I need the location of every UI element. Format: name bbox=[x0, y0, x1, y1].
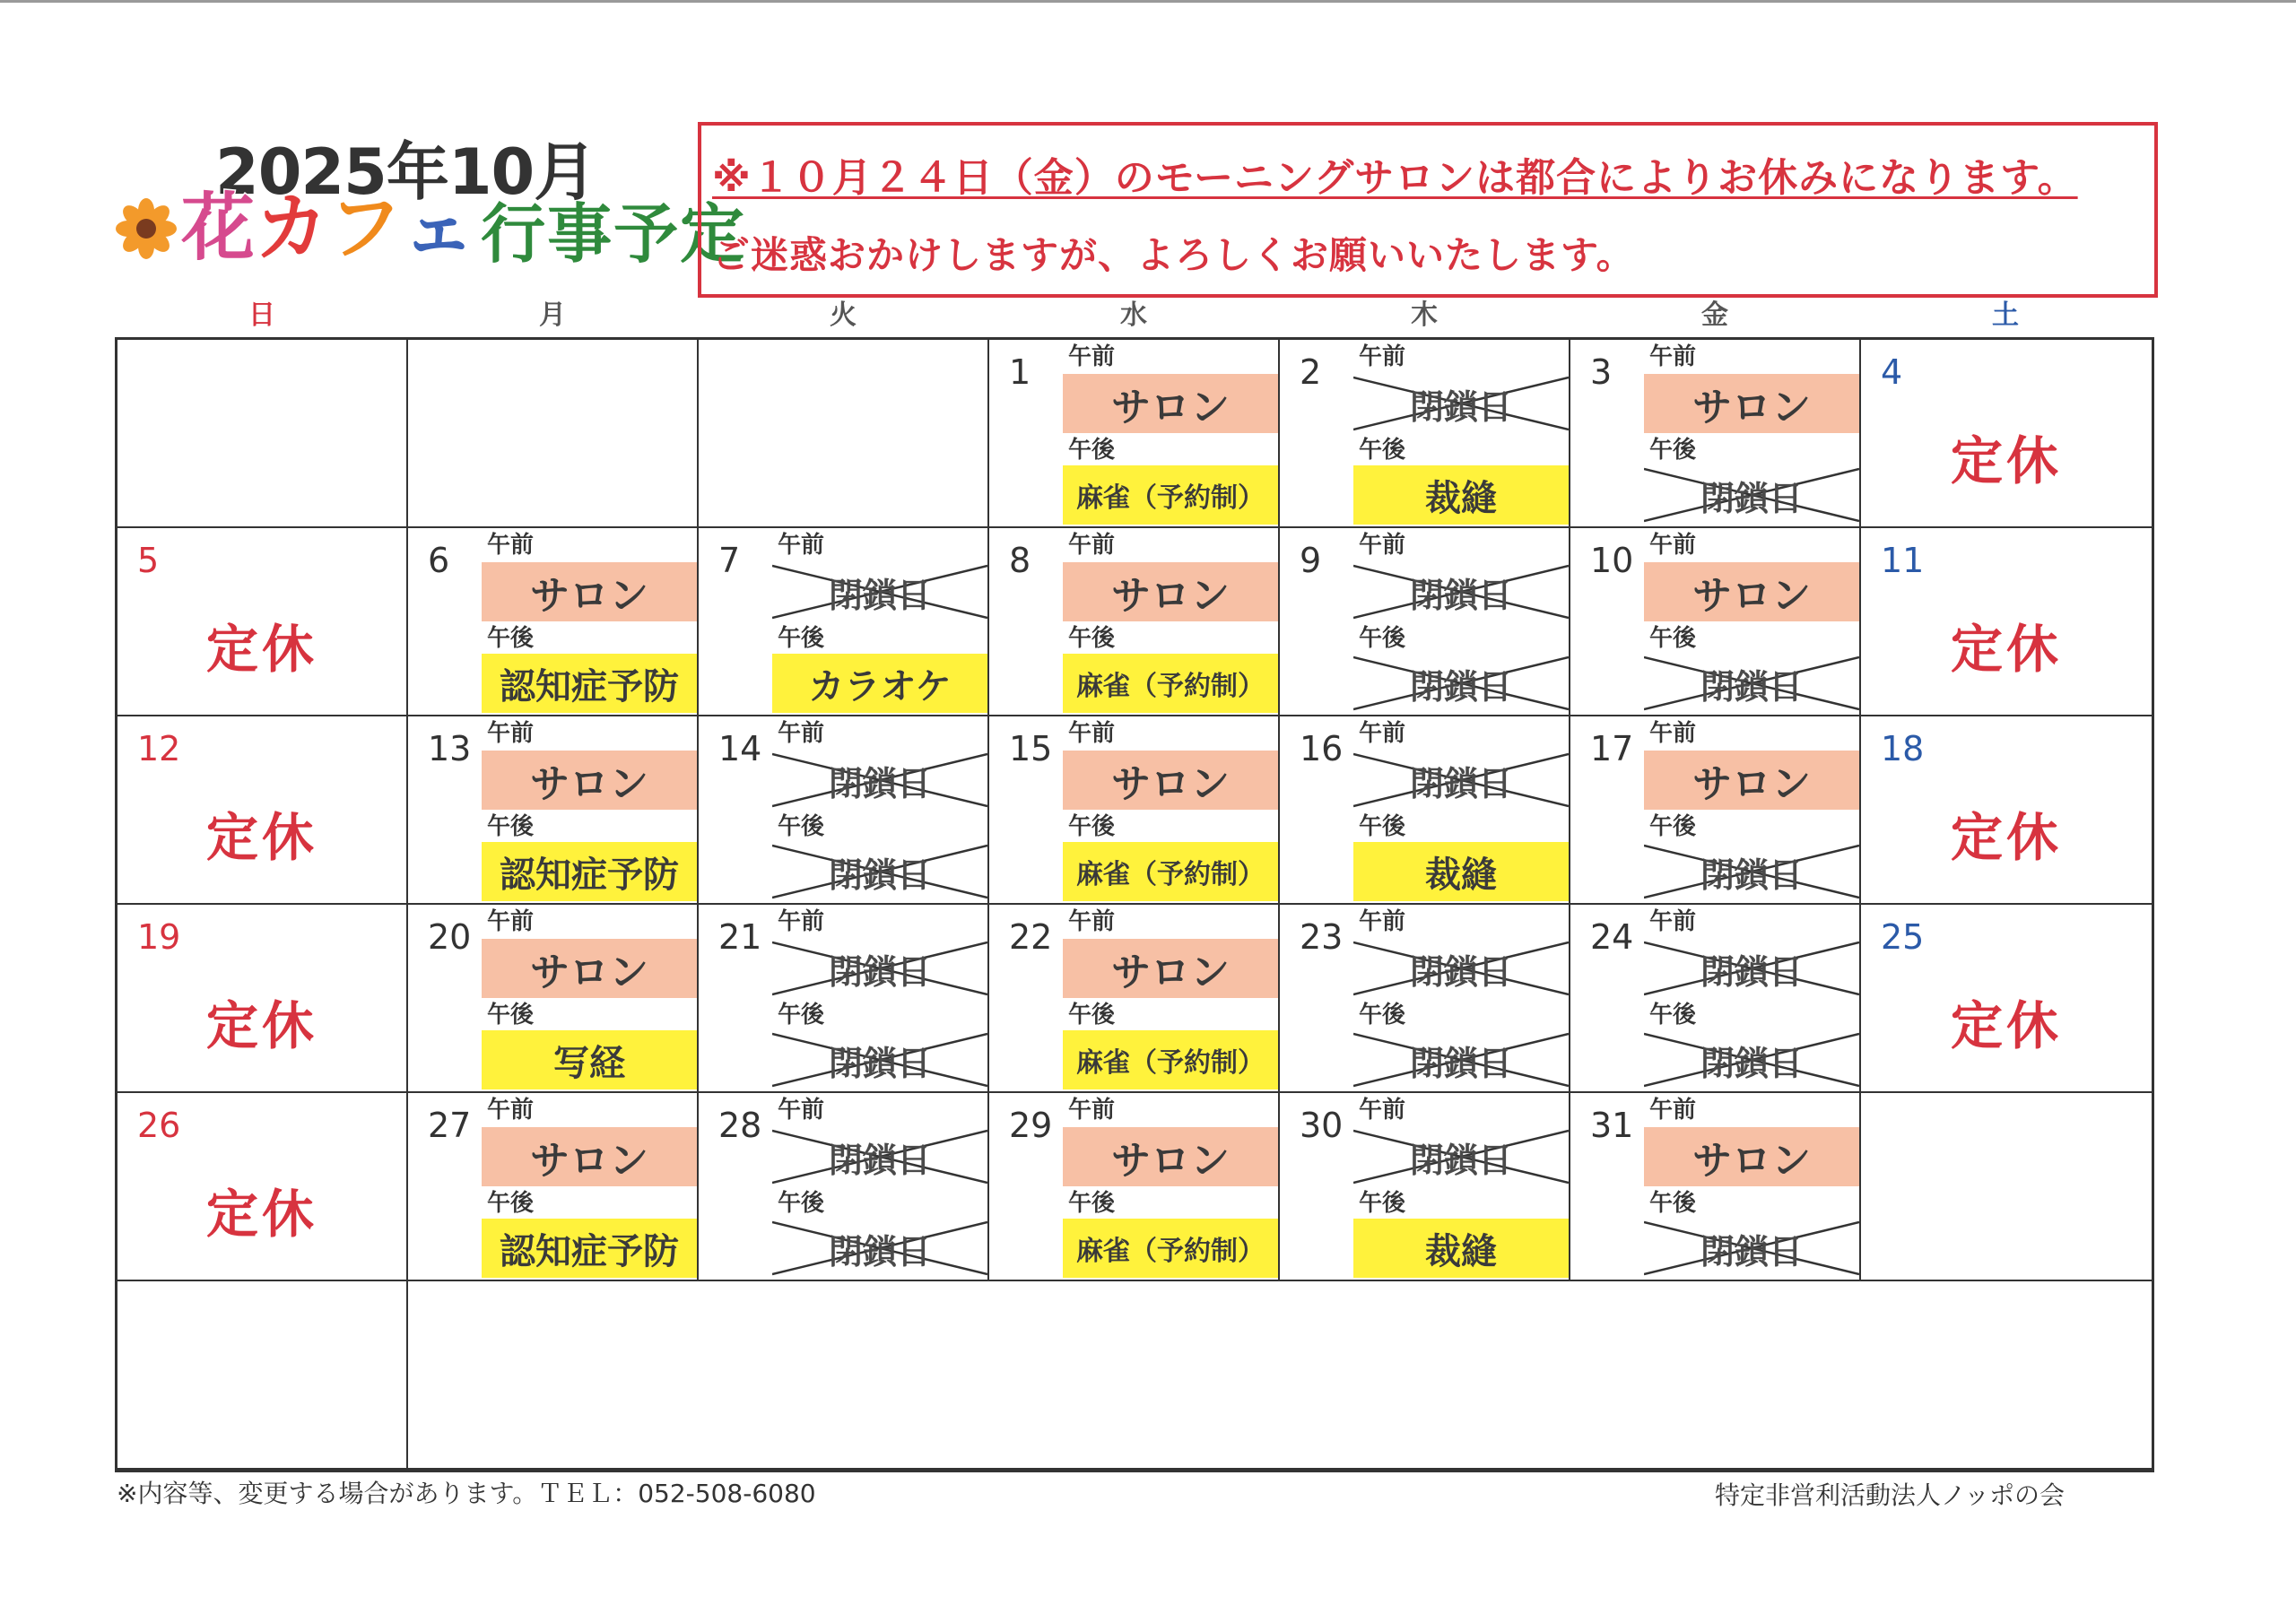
closed-day-label: 閉鎖日 bbox=[1700, 1043, 1803, 1083]
am-label: 午前 bbox=[1649, 720, 1697, 747]
pm-label: 午後 bbox=[778, 625, 825, 652]
day-cell-25 bbox=[1861, 905, 2152, 1093]
am-label: 午前 bbox=[1649, 532, 1697, 559]
closed-day-label: 閉鎖日 bbox=[828, 1043, 931, 1083]
notes-area bbox=[408, 1281, 2152, 1470]
regular-holiday-label: 定休 bbox=[205, 995, 317, 1056]
pm-closed-slot bbox=[772, 1219, 987, 1278]
day-number: 8 bbox=[1009, 541, 1031, 580]
closed-day-label: 閉鎖日 bbox=[1700, 855, 1803, 895]
pm-activity-slot: 麻雀（予約制） bbox=[1063, 1219, 1278, 1278]
pm-label: 午後 bbox=[487, 1190, 535, 1217]
am-activity-slot: サロン bbox=[1644, 374, 1859, 433]
closed-day-label: 閉鎖日 bbox=[828, 855, 931, 895]
calendar-grid bbox=[115, 337, 2154, 1472]
day-cell-7 bbox=[699, 528, 989, 716]
pm-label: 午後 bbox=[778, 1002, 825, 1028]
pm-activity-slot: 認知症予防 bbox=[482, 1219, 697, 1278]
pm-label: 午後 bbox=[1359, 1190, 1406, 1217]
am-label: 午前 bbox=[778, 532, 825, 559]
am-label: 午前 bbox=[1649, 1097, 1697, 1124]
pm-label: 午後 bbox=[778, 1190, 825, 1217]
pm-closed-slot bbox=[1644, 1219, 1859, 1278]
pm-label: 午後 bbox=[1068, 437, 1116, 464]
am-closed-slot bbox=[772, 1127, 987, 1186]
day-cell-18 bbox=[1861, 716, 2152, 905]
logo-char-hana: 花 bbox=[181, 186, 256, 271]
closed-day-label: 閉鎖日 bbox=[1409, 1140, 1512, 1180]
logo-char-fu: フ bbox=[328, 186, 403, 271]
calendar-month-title: 2025年10月 bbox=[215, 135, 596, 209]
pm-label: 午後 bbox=[1359, 813, 1406, 840]
empty-cell bbox=[117, 340, 408, 528]
day-cell-11 bbox=[1861, 528, 2152, 716]
day-number: 23 bbox=[1300, 917, 1344, 957]
am-activity-slot: サロン bbox=[1644, 562, 1859, 621]
day-cell-2 bbox=[1280, 340, 1570, 528]
footer-note: ※内容等、変更する場合があります。ＴＥＬ：052-508-6080 bbox=[117, 1479, 816, 1508]
day-number: 21 bbox=[718, 917, 762, 957]
closed-day-label: 閉鎖日 bbox=[828, 763, 931, 803]
pm-label: 午後 bbox=[1068, 1002, 1116, 1028]
day-cell-15 bbox=[989, 716, 1280, 905]
pm-label: 午後 bbox=[1649, 813, 1697, 840]
am-label: 午前 bbox=[1359, 532, 1406, 559]
day-number: 17 bbox=[1590, 729, 1634, 768]
am-label: 午前 bbox=[1068, 1097, 1116, 1124]
am-label: 午前 bbox=[1649, 343, 1697, 370]
hana-cafe-logo bbox=[115, 179, 746, 278]
day-number: 6 bbox=[428, 541, 450, 580]
logo-subtitle: 行事予定 bbox=[481, 196, 747, 272]
pm-closed-slot bbox=[1644, 1030, 1859, 1089]
closed-day-label: 閉鎖日 bbox=[828, 951, 931, 992]
am-label: 午前 bbox=[778, 1097, 825, 1124]
am-closed-slot bbox=[1353, 562, 1569, 621]
day-cell-28 bbox=[699, 1093, 989, 1281]
pm-closed-slot bbox=[1353, 654, 1569, 713]
weekday-sun: 日 bbox=[248, 299, 275, 331]
closed-day-label: 閉鎖日 bbox=[828, 575, 931, 615]
notice-line-2: ご迷惑おかけしますが、よろしくお願いいたします。 bbox=[712, 233, 1635, 277]
notice-box bbox=[698, 122, 2158, 298]
day-number: 28 bbox=[718, 1106, 762, 1145]
pm-activity-slot: 麻雀（予約制） bbox=[1063, 654, 1278, 713]
am-label: 午前 bbox=[1359, 1097, 1406, 1124]
day-number: 3 bbox=[1590, 352, 1613, 392]
am-label: 午前 bbox=[487, 908, 535, 935]
am-closed-slot bbox=[1353, 939, 1569, 998]
pm-label: 午後 bbox=[487, 625, 535, 652]
am-activity-slot: サロン bbox=[1063, 939, 1278, 998]
day-cell-4 bbox=[1861, 340, 2152, 528]
day-number: 26 bbox=[137, 1106, 181, 1145]
am-activity-slot: サロン bbox=[482, 1127, 697, 1186]
day-number: 5 bbox=[137, 541, 160, 580]
am-label: 午前 bbox=[1359, 908, 1406, 935]
pm-label: 午後 bbox=[778, 813, 825, 840]
logo-char-e: ェ bbox=[402, 186, 476, 271]
empty-cell bbox=[699, 340, 989, 528]
pm-activity-slot: 麻雀（予約制） bbox=[1063, 842, 1278, 901]
day-number: 14 bbox=[718, 729, 762, 768]
empty-cell bbox=[408, 340, 699, 528]
day-number: 29 bbox=[1009, 1106, 1053, 1145]
day-cell-20 bbox=[408, 905, 699, 1093]
pm-closed-slot bbox=[772, 842, 987, 901]
day-cell-23 bbox=[1280, 905, 1570, 1093]
pm-activity-slot: 認知症予防 bbox=[482, 654, 697, 713]
closed-day-label: 閉鎖日 bbox=[1700, 951, 1803, 992]
pm-label: 午後 bbox=[1068, 813, 1116, 840]
day-cell-17 bbox=[1570, 716, 1861, 905]
day-cell-19 bbox=[117, 905, 408, 1093]
pm-closed-slot bbox=[1644, 465, 1859, 525]
day-number: 1 bbox=[1009, 352, 1031, 392]
am-label: 午前 bbox=[1068, 532, 1116, 559]
regular-holiday-label: 定休 bbox=[1950, 995, 2062, 1056]
day-cell-24 bbox=[1570, 905, 1861, 1093]
day-number: 19 bbox=[137, 917, 181, 957]
pm-activity-slot: 麻雀（予約制） bbox=[1063, 465, 1278, 525]
day-cell-1 bbox=[989, 340, 1280, 528]
pm-label: 午後 bbox=[1068, 625, 1116, 652]
pm-activity-slot: 写経 bbox=[482, 1030, 697, 1089]
am-activity-slot: サロン bbox=[482, 939, 697, 998]
day-cell-5 bbox=[117, 528, 408, 716]
day-number: 7 bbox=[718, 541, 741, 580]
am-closed-slot bbox=[1353, 1127, 1569, 1186]
am-activity-slot: サロン bbox=[482, 751, 697, 810]
regular-holiday-label: 定休 bbox=[205, 1184, 317, 1245]
notice-line-1: ※１０月２４日（金）のモーニングサロンは都合によりお休みになります。 bbox=[712, 155, 2078, 201]
day-cell-22 bbox=[989, 905, 1280, 1093]
pm-label: 午後 bbox=[1359, 437, 1406, 464]
regular-holiday-label: 定休 bbox=[1950, 430, 2062, 491]
closed-day-label: 閉鎖日 bbox=[828, 1140, 931, 1180]
pm-label: 午後 bbox=[1649, 1190, 1697, 1217]
am-activity-slot: サロン bbox=[1644, 1127, 1859, 1186]
pm-activity-slot: 裁縫 bbox=[1353, 1219, 1569, 1278]
am-label: 午前 bbox=[487, 720, 535, 747]
regular-holiday-label: 定休 bbox=[205, 619, 317, 680]
weekday-wed: 水 bbox=[1120, 299, 1147, 331]
day-number: 11 bbox=[1881, 541, 1925, 580]
day-cell-31 bbox=[1570, 1093, 1861, 1281]
day-cell-3 bbox=[1570, 340, 1861, 528]
day-number: 18 bbox=[1881, 729, 1925, 768]
day-number: 30 bbox=[1300, 1106, 1344, 1145]
day-number: 20 bbox=[428, 917, 472, 957]
day-cell-26 bbox=[117, 1093, 408, 1281]
pm-label: 午後 bbox=[1068, 1190, 1116, 1217]
day-cell-21 bbox=[699, 905, 989, 1093]
am-activity-slot: サロン bbox=[1063, 1127, 1278, 1186]
regular-holiday-label: 定休 bbox=[205, 807, 317, 868]
am-closed-slot bbox=[772, 562, 987, 621]
day-cell-30 bbox=[1280, 1093, 1570, 1281]
am-activity-slot: サロン bbox=[1063, 562, 1278, 621]
am-closed-slot bbox=[772, 939, 987, 998]
empty-cell bbox=[1861, 1093, 2152, 1281]
pm-closed-slot bbox=[1644, 842, 1859, 901]
am-activity-slot: サロン bbox=[1063, 751, 1278, 810]
day-cell-29 bbox=[989, 1093, 1280, 1281]
pm-activity-slot: 裁縫 bbox=[1353, 842, 1569, 901]
weekday-tue: 火 bbox=[830, 299, 857, 331]
closed-day-label: 閉鎖日 bbox=[828, 1231, 931, 1271]
logo-char-ka: カ bbox=[255, 186, 329, 271]
pm-closed-slot bbox=[1353, 1030, 1569, 1089]
am-label: 午前 bbox=[1649, 908, 1697, 935]
weekday-mon: 月 bbox=[539, 299, 566, 331]
pm-activity-slot: 認知症予防 bbox=[482, 842, 697, 901]
closed-day-label: 閉鎖日 bbox=[1409, 951, 1512, 992]
am-activity-slot: サロン bbox=[1063, 374, 1278, 433]
closed-day-label: 閉鎖日 bbox=[1700, 478, 1803, 518]
empty-cell bbox=[117, 1281, 408, 1470]
day-number: 24 bbox=[1590, 917, 1634, 957]
pm-closed-slot bbox=[1644, 654, 1859, 713]
pm-label: 午後 bbox=[1649, 437, 1697, 464]
day-cell-12 bbox=[117, 716, 408, 905]
day-number: 15 bbox=[1009, 729, 1053, 768]
day-number: 16 bbox=[1300, 729, 1344, 768]
day-cell-27 bbox=[408, 1093, 699, 1281]
am-label: 午前 bbox=[1359, 720, 1406, 747]
am-label: 午前 bbox=[1359, 343, 1406, 370]
am-label: 午前 bbox=[1068, 908, 1116, 935]
day-number: 25 bbox=[1881, 917, 1925, 957]
day-number: 12 bbox=[137, 729, 181, 768]
day-number: 2 bbox=[1300, 352, 1322, 392]
closed-day-label: 閉鎖日 bbox=[1409, 763, 1512, 803]
am-closed-slot bbox=[1353, 374, 1569, 433]
pm-label: 午後 bbox=[1359, 1002, 1406, 1028]
page-top-edge bbox=[0, 0, 2296, 3]
weekday-fri: 金 bbox=[1701, 299, 1728, 331]
day-number: 4 bbox=[1881, 352, 1903, 392]
weekday-thu: 木 bbox=[1411, 299, 1438, 331]
pm-activity-slot: カラオケ bbox=[772, 654, 987, 713]
am-label: 午前 bbox=[1068, 343, 1116, 370]
am-closed-slot bbox=[772, 751, 987, 810]
pm-activity-slot: 麻雀（予約制） bbox=[1063, 1030, 1278, 1089]
am-label: 午前 bbox=[778, 908, 825, 935]
day-cell-16 bbox=[1280, 716, 1570, 905]
day-cell-6 bbox=[408, 528, 699, 716]
footer-organization: 特定非営利活動法人ノッポの会 bbox=[1715, 1480, 2066, 1510]
am-label: 午前 bbox=[1068, 720, 1116, 747]
am-activity-slot: サロン bbox=[1644, 751, 1859, 810]
weekday-header bbox=[117, 292, 2152, 337]
closed-day-label: 閉鎖日 bbox=[1409, 575, 1512, 615]
day-number: 31 bbox=[1590, 1106, 1634, 1145]
pm-label: 午後 bbox=[487, 1002, 535, 1028]
pm-label: 午後 bbox=[1649, 625, 1697, 652]
day-cell-13 bbox=[408, 716, 699, 905]
day-number: 13 bbox=[428, 729, 472, 768]
day-cell-8 bbox=[989, 528, 1280, 716]
am-closed-slot bbox=[1353, 751, 1569, 810]
am-label: 午前 bbox=[487, 1097, 535, 1124]
day-number: 10 bbox=[1590, 541, 1634, 580]
flower-icon bbox=[115, 197, 178, 260]
regular-holiday-label: 定休 bbox=[1950, 807, 2062, 868]
day-number: 27 bbox=[428, 1106, 472, 1145]
regular-holiday-label: 定休 bbox=[1950, 619, 2062, 680]
closed-day-label: 閉鎖日 bbox=[1409, 386, 1512, 427]
day-number: 22 bbox=[1009, 917, 1053, 957]
closed-day-label: 閉鎖日 bbox=[1409, 1043, 1512, 1083]
am-activity-slot: サロン bbox=[482, 562, 697, 621]
pm-closed-slot bbox=[772, 1030, 987, 1089]
day-cell-14 bbox=[699, 716, 989, 905]
day-number: 9 bbox=[1300, 541, 1322, 580]
pm-label: 午後 bbox=[1649, 1002, 1697, 1028]
pm-activity-slot: 裁縫 bbox=[1353, 465, 1569, 525]
closed-day-label: 閉鎖日 bbox=[1700, 666, 1803, 707]
pm-label: 午後 bbox=[487, 813, 535, 840]
closed-day-label: 閉鎖日 bbox=[1409, 666, 1512, 707]
am-closed-slot bbox=[1644, 939, 1859, 998]
closed-day-label: 閉鎖日 bbox=[1700, 1231, 1803, 1271]
am-label: 午前 bbox=[487, 532, 535, 559]
day-cell-9 bbox=[1280, 528, 1570, 716]
pm-label: 午後 bbox=[1359, 625, 1406, 652]
day-cell-10 bbox=[1570, 528, 1861, 716]
am-label: 午前 bbox=[778, 720, 825, 747]
weekday-sat: 土 bbox=[1992, 299, 2019, 331]
